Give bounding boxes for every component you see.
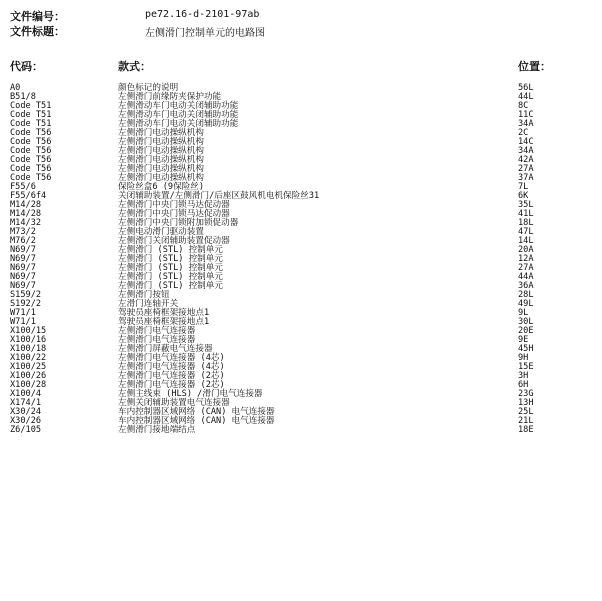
table-row bbox=[0, 201, 602, 210]
component-position: 44A bbox=[518, 272, 534, 282]
table-row bbox=[0, 93, 602, 102]
component-code: M14/32 bbox=[10, 218, 42, 228]
component-description: 左侧滑动车门电动关闭辅助功能 bbox=[118, 119, 239, 129]
component-code: F55/6f4 bbox=[10, 191, 47, 201]
component-description: 左侧滑门电动操纵机构 bbox=[118, 137, 204, 147]
component-position: 2C bbox=[518, 128, 529, 138]
component-description: 左侧滑门屏蔽电气连接器 bbox=[118, 344, 213, 354]
component-description: 驾驶员座椅框架接地点1 bbox=[118, 317, 210, 327]
component-code: S159/2 bbox=[10, 290, 42, 300]
table-row bbox=[0, 426, 602, 435]
component-position: 35L bbox=[518, 200, 534, 210]
component-code: M76/2 bbox=[10, 236, 36, 246]
component-description: 左侧滑门 (STL) 控制单元 bbox=[118, 263, 223, 273]
component-code: M73/2 bbox=[10, 227, 36, 237]
component-code: W71/1 bbox=[10, 308, 36, 318]
component-position: 28L bbox=[518, 290, 534, 300]
component-description: 左侧关闭辅助装置电气连接器 bbox=[118, 398, 230, 408]
component-code: X100/22 bbox=[10, 353, 47, 363]
component-position: 27A bbox=[518, 263, 534, 273]
component-description: 左侧滑动车门电动关闭辅助功能 bbox=[118, 110, 239, 120]
component-description: 左侧滑门电气连接器 (4芯) bbox=[118, 362, 225, 372]
component-position: 18L bbox=[518, 218, 534, 228]
component-code: X100/4 bbox=[10, 389, 42, 399]
table-row bbox=[0, 363, 602, 372]
column-header-style: 款式： bbox=[118, 60, 151, 73]
table-row bbox=[0, 300, 602, 309]
component-position: 37A bbox=[518, 173, 534, 183]
component-code: X100/25 bbox=[10, 362, 47, 372]
component-position: 30L bbox=[518, 317, 534, 327]
component-position: 9E bbox=[518, 335, 529, 345]
component-code: Code T56 bbox=[10, 164, 52, 174]
component-code: X30/24 bbox=[10, 407, 42, 417]
component-description: 左侧滑门电动操纵机构 bbox=[118, 173, 204, 183]
table-row bbox=[0, 228, 602, 237]
table-row bbox=[0, 84, 602, 93]
component-table bbox=[0, 84, 602, 435]
component-position: 8C bbox=[518, 101, 529, 111]
component-position: 20E bbox=[518, 326, 534, 336]
component-code: N69/7 bbox=[10, 281, 36, 291]
column-header-code: 代码： bbox=[10, 60, 43, 73]
component-position: 14C bbox=[518, 137, 534, 147]
component-code: A0 bbox=[10, 83, 21, 93]
component-description: 左侧滑门电气连接器 (2芯) bbox=[118, 380, 225, 390]
table-row bbox=[0, 381, 602, 390]
component-position: 34A bbox=[518, 119, 534, 129]
component-position: 11C bbox=[518, 110, 534, 120]
table-row bbox=[0, 138, 602, 147]
component-description: 左侧滑门电气连接器 bbox=[118, 335, 196, 345]
component-description: 左侧滑门按钮 bbox=[118, 290, 170, 300]
component-description: 左侧滑门 (STL) 控制单元 bbox=[118, 281, 223, 291]
component-description: 左侧主线束 (HLS) /滑门电气连接器 bbox=[118, 389, 263, 399]
table-row bbox=[0, 318, 602, 327]
table-row bbox=[0, 390, 602, 399]
table-row bbox=[0, 336, 602, 345]
table-row bbox=[0, 165, 602, 174]
component-description: 车内控制器区域网络 (CAN) 电气连接器 bbox=[118, 416, 275, 426]
component-position: 12A bbox=[518, 254, 534, 264]
component-description: 左侧滑门前缘防夹保护功能 bbox=[118, 92, 222, 102]
component-description: 左侧滑门电气连接器 (2芯) bbox=[118, 371, 225, 381]
component-position: 34A bbox=[518, 146, 534, 156]
component-code: Code T51 bbox=[10, 119, 52, 129]
component-description: 左侧滑门电动操纵机构 bbox=[118, 146, 204, 156]
table-row bbox=[0, 345, 602, 354]
component-description: 关闭辅助装置/左侧滑门/后座区鼓风机电机保险丝31 bbox=[118, 191, 320, 201]
component-description: 左侧滑门电动操纵机构 bbox=[118, 164, 204, 174]
component-code: N69/7 bbox=[10, 263, 36, 273]
component-position: 56L bbox=[518, 83, 534, 93]
table-row bbox=[0, 174, 602, 183]
table-row bbox=[0, 399, 602, 408]
table-row bbox=[0, 264, 602, 273]
component-code: B51/8 bbox=[10, 92, 36, 102]
table-row bbox=[0, 354, 602, 363]
table-row bbox=[0, 372, 602, 381]
doc-title-label: 文件标题： bbox=[10, 25, 65, 38]
component-position: 3H bbox=[518, 371, 529, 381]
component-code: M14/28 bbox=[10, 209, 42, 219]
component-code: X100/28 bbox=[10, 380, 47, 390]
component-position: 27A bbox=[518, 164, 534, 174]
component-description: 左侧滑门 (STL) 控制单元 bbox=[118, 254, 223, 264]
component-description: 左侧滑门 (STL) 控制单元 bbox=[118, 245, 223, 255]
component-description: 左滑门连轴开关 bbox=[118, 299, 179, 309]
component-position: 42A bbox=[518, 155, 534, 165]
component-position: 25L bbox=[518, 407, 534, 417]
column-header-position: 位置： bbox=[518, 60, 551, 73]
component-description: 左侧滑动车门电动关闭辅助功能 bbox=[118, 101, 239, 111]
component-description: 左侧滑门接地端结点 bbox=[118, 425, 196, 435]
table-row bbox=[0, 120, 602, 129]
component-position: 15E bbox=[518, 362, 534, 372]
component-position: 41L bbox=[518, 209, 534, 219]
component-position: 18E bbox=[518, 425, 534, 435]
component-description: 左侧滑门电气连接器 (4芯) bbox=[118, 353, 225, 363]
component-position: 9H bbox=[518, 353, 529, 363]
table-row bbox=[0, 246, 602, 255]
doc-number-label: 文件编号： bbox=[10, 10, 65, 23]
component-code: N69/7 bbox=[10, 254, 36, 264]
component-code: X100/16 bbox=[10, 335, 47, 345]
table-row bbox=[0, 255, 602, 264]
component-code: N69/7 bbox=[10, 272, 36, 282]
component-description: 左侧电动滑门驱动装置 bbox=[118, 227, 204, 237]
component-code: X100/15 bbox=[10, 326, 47, 336]
component-description: 驾驶员座椅框架接地点1 bbox=[118, 308, 210, 318]
component-description: 颜色标记的说明 bbox=[118, 83, 179, 93]
table-row bbox=[0, 102, 602, 111]
component-position: 45H bbox=[518, 344, 534, 354]
table-row bbox=[0, 282, 602, 291]
table-row bbox=[0, 408, 602, 417]
component-position: 20A bbox=[518, 245, 534, 255]
component-position: 23G bbox=[518, 389, 534, 399]
component-description: 左侧滑门中央门锁马达促动器 bbox=[118, 209, 230, 219]
table-row bbox=[0, 273, 602, 282]
component-code: Z6/105 bbox=[10, 425, 42, 435]
table-row bbox=[0, 156, 602, 165]
component-description: 车内控制器区域网络 (CAN) 电气连接器 bbox=[118, 407, 275, 417]
component-position: 7L bbox=[518, 182, 529, 192]
component-code: Code T56 bbox=[10, 137, 52, 147]
component-code: S192/2 bbox=[10, 299, 42, 309]
component-code: X100/26 bbox=[10, 371, 47, 381]
component-position: 49L bbox=[518, 299, 534, 309]
component-description: 左侧滑门电气连接器 bbox=[118, 326, 196, 336]
component-description: 左侧滑门关闭辅助装置促动器 bbox=[118, 236, 230, 246]
component-description: 保险丝盒6 (9保险丝) bbox=[118, 182, 205, 192]
component-position: 9L bbox=[518, 308, 529, 318]
component-position: 13H bbox=[518, 398, 534, 408]
component-position: 6K bbox=[518, 191, 529, 201]
table-row bbox=[0, 129, 602, 138]
component-description: 左侧滑门 (STL) 控制单元 bbox=[118, 272, 223, 282]
component-code: Code T56 bbox=[10, 146, 52, 156]
component-position: 6H bbox=[518, 380, 529, 390]
component-position: 44L bbox=[518, 92, 534, 102]
component-code: W71/1 bbox=[10, 317, 36, 327]
component-code: X30/26 bbox=[10, 416, 42, 426]
component-code: X100/18 bbox=[10, 344, 47, 354]
component-code: Code T56 bbox=[10, 128, 52, 138]
doc-title-value: 左侧滑门控制单元的电路图 bbox=[145, 28, 265, 39]
doc-number-value: pe72.16-d-2101-97ab bbox=[145, 9, 260, 20]
table-row bbox=[0, 417, 602, 426]
component-description: 左侧滑门电动操纵机构 bbox=[118, 155, 204, 165]
component-code: X174/1 bbox=[10, 398, 42, 408]
table-row bbox=[0, 111, 602, 120]
component-code: M14/28 bbox=[10, 200, 42, 210]
table-row bbox=[0, 291, 602, 300]
component-code: F55/6 bbox=[10, 182, 36, 192]
component-description: 左侧滑门中央门锁马达促动器 bbox=[118, 200, 230, 210]
component-description: 左侧滑门中央门锁附加锁促动器 bbox=[118, 218, 239, 228]
component-position: 21L bbox=[518, 416, 534, 426]
component-position: 14L bbox=[518, 236, 534, 246]
component-code: Code T56 bbox=[10, 155, 52, 165]
table-row bbox=[0, 237, 602, 246]
component-position: 36A bbox=[518, 281, 534, 291]
table-row bbox=[0, 309, 602, 318]
table-row bbox=[0, 210, 602, 219]
component-description: 左侧滑门电动操纵机构 bbox=[118, 128, 204, 138]
table-row bbox=[0, 192, 602, 201]
component-code: N69/7 bbox=[10, 245, 36, 255]
table-row bbox=[0, 147, 602, 156]
table-row bbox=[0, 219, 602, 228]
component-code: Code T51 bbox=[10, 101, 52, 111]
table-row bbox=[0, 327, 602, 336]
component-position: 47L bbox=[518, 227, 534, 237]
component-code: Code T56 bbox=[10, 173, 52, 183]
component-code: Code T51 bbox=[10, 110, 52, 120]
